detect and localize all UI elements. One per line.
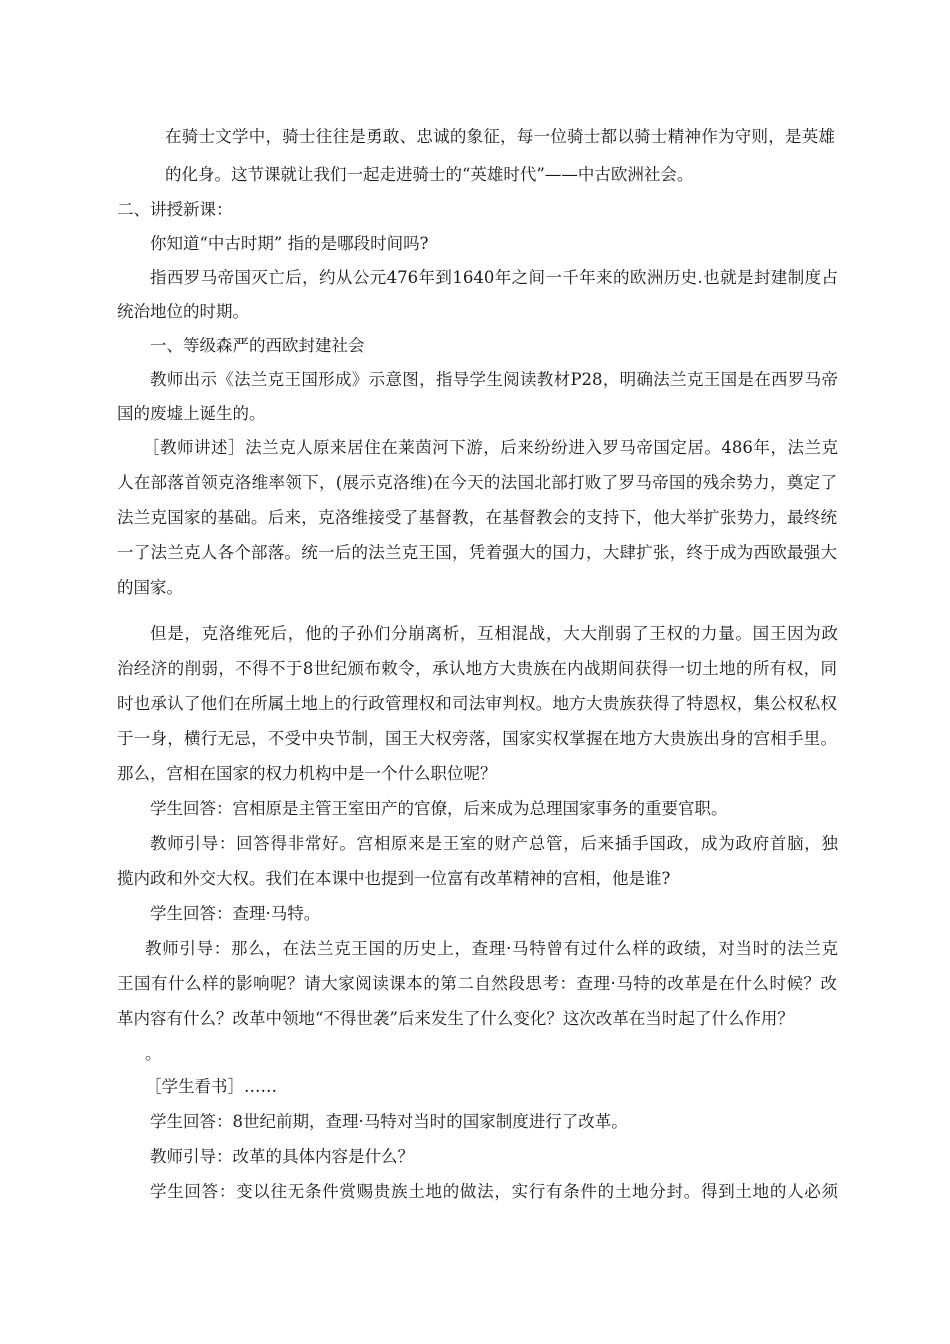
paragraph-line: 革内容有什么？改革中领地“不得世袭”后来发生了什么变化？这次改革在当时起了什么作用？ <box>117 1009 794 1028</box>
paragraph-line: 法兰克国家的基础。后来，克洛维接受了基督教，在基督教会的支持下，他大举扩张势力，最终统 <box>117 508 837 527</box>
paragraph-line: 学生回答：变以往无条件赏赐贵族土地的做法，实行有条件的土地分封。得到土地的人必须 <box>150 1182 838 1201</box>
paragraph-line: 一了法兰克人各个部落。统一后的法兰克王国，凭着强大的国力，大肆扩张，终于成为西欧最强大 <box>117 543 837 562</box>
paragraph-line: 教师引导：那么，在法兰克王国的历史上，查理·马特曾有过什么样的政绩，对当时的法兰克 <box>145 939 838 958</box>
paragraph-line: 你知道“中古时期” 指的是哪段时间吗? <box>150 234 429 253</box>
paragraph-line: 教师引导：改革的具体内容是什么？ <box>150 1147 414 1166</box>
paragraph-line: 的国家。 <box>117 578 183 597</box>
paragraph-line: 统治地位的时期。 <box>117 302 249 321</box>
paragraph-line: ［教师讲述］法兰克人原来居住在莱茵河下游，后来纷纷进入罗马帝国定居。486年，法兰克 <box>143 438 838 457</box>
paragraph-line: 于一身，横行无忌，不受中央节制，国王大权旁落，国家实权掌握在地方大贵族出身的宫相手里。 <box>117 729 837 748</box>
paragraph-line: 那么，宫相在国家的权力机构中是一个什么职位呢？ <box>117 764 497 783</box>
paragraph-line: 治经济的削弱，不得不于8世纪颁布敕令，承认地方大贵族在内战期间获得一切土地的所有权，同 <box>117 659 837 678</box>
paragraph-line: 学生回答：宫相原是主管王室田产的官僚，后来成为总理国家事务的重要官职。 <box>150 799 728 818</box>
paragraph-line: 。 <box>145 1044 162 1063</box>
paragraph-line: 时也承认了他们在所属土地上的行政管理权和司法审判权。地方大贵族获得了特恩权，集公权私权 <box>117 694 837 713</box>
paragraph-line: 学生回答：查理·马特。 <box>150 904 321 923</box>
paragraph-line: 学生回答：8世纪前期，查理·马特对当时的国家制度进行了改革。 <box>150 1112 628 1131</box>
paragraph-line: 国的废墟上诞生的。 <box>117 404 266 423</box>
paragraph-line: 指西罗马帝国灭亡后，约从公元476年到1640年之间一千年来的欧洲历史.也就是封建制度占 <box>150 268 838 287</box>
paragraph-line: 但是，克洛维死后，他的子孙们分崩离析，互相混战，大大削弱了王权的力量。国王因为政 <box>150 624 838 643</box>
subsection-heading: 一、等级森严的西欧封建社会 <box>150 336 365 355</box>
paragraph-line: 教师出示《法兰克王国形成》示意图，指导学生阅读教材P28，明确法兰克王国是在西罗马帝 <box>150 370 838 389</box>
section-heading: 二、讲授新课： <box>117 200 233 219</box>
paragraph-line: ［学生看书］…… <box>145 1077 277 1096</box>
paragraph-line: 人在部落首领克洛维率领下，(展示克洛维)在今天的法国北部打败了罗马帝国的残余势力，奠定了 <box>117 473 837 492</box>
paragraph-line: 王国有什么样的影响呢？请大家阅读课本的第二自然段思考：查理·马特的改革是在什么时候？改 <box>117 974 837 993</box>
paragraph-line: 的化身。这节课就让我们一起走进骑士的“英雄时代”——中古欧洲社会。 <box>165 165 694 184</box>
paragraph-line: 在骑士文学中，骑士往往是勇敢、忠诚的象征，每一位骑士都以骑士精神作为守则，是英雄 <box>165 127 835 146</box>
paragraph-line: 教师引导：回答得非常好。宫相原来是王室的财产总管，后来插手国政，成为政府首脑，独 <box>150 834 838 853</box>
paragraph-line: 揽内政和外交大权。我们在本课中也提到一位富有改革精神的宫相，他是谁? <box>117 869 671 888</box>
